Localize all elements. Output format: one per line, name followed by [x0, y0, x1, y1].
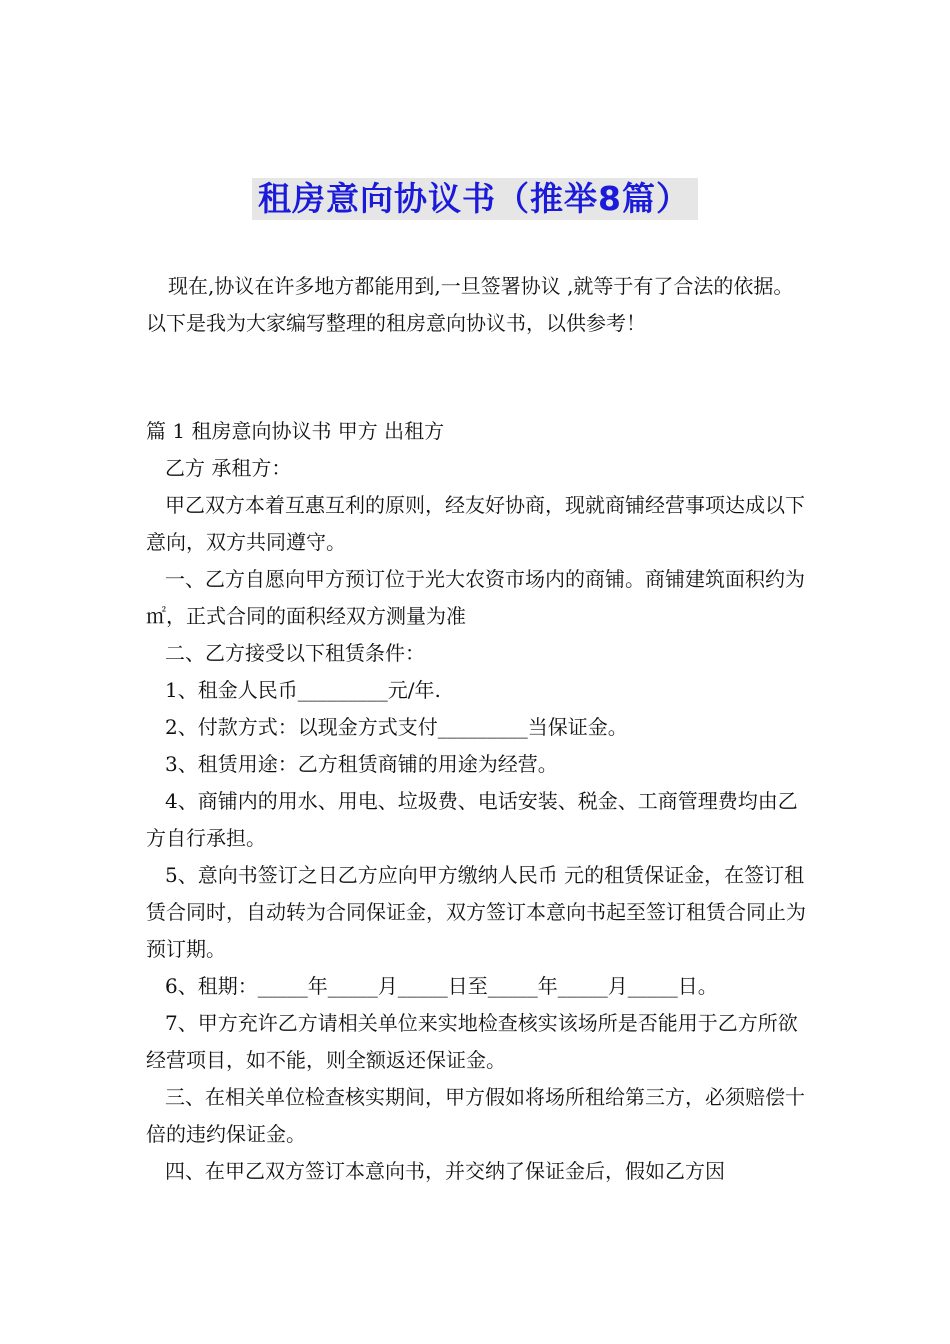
document-title: 租房意向协议书（推举8篇） — [252, 178, 698, 220]
body-paragraph: 二、乙方接受以下租赁条件： — [165, 641, 425, 665]
body-paragraph: 5、意向书签订之日乙方应向甲方缴纳人民币 元的租赁保证金，在签订租赁合同时，自动转为合同保证金，双方签订本意向书起至签订租赁合同止为预订期。 — [146, 863, 806, 961]
section-heading: 篇 1 租房意向协议书 甲方 出租方 — [146, 419, 445, 443]
body-paragraph: 一、乙方自愿向甲方预订位于光大农资市场内的商铺。商铺建筑面积约为 ㎡，正式合同的面积经双方测量为准 — [146, 567, 805, 628]
body-paragraph: 4、商铺内的用水、用电、垃圾费、电话安装、税金、工商管理费均由乙方自行承担。 — [146, 789, 798, 850]
body-paragraph: 三、在相关单位检查核实期间，甲方假如将场所租给第三方，必须赔偿十倍的违约保证金。 — [146, 1085, 805, 1146]
body-paragraph: 1、租金人民币_________元/年. — [165, 678, 441, 702]
party-b-line: 乙方 承租方： — [165, 456, 292, 480]
intro-paragraph: 现在,协议在许多地方都能用到,一旦签署协议 ,就等于有了合法的依据。以下是我为大家编写整理的租房意向协议书，以供参考！ — [146, 274, 794, 335]
intro-section — [146, 268, 808, 342]
body-paragraph: 2、付款方式：以现金方式支付_________当保证金。 — [165, 715, 628, 739]
body-paragraph: 6、租期：_____年_____月_____日至_____年_____月_____日。 — [165, 974, 718, 998]
title-container — [0, 178, 950, 220]
body-paragraph: 3、租赁用途：乙方租赁商铺的用途为经营。 — [165, 752, 558, 776]
body-paragraph: 7、甲方充许乙方请相关单位来实地检查核实该场所是否能用于乙方所欲经营项目，如不能，则全额返还保证金。 — [146, 1011, 798, 1072]
agreement-body — [146, 413, 808, 1190]
body-paragraph: 甲乙双方本着互惠互利的原则，经友好协商，现就商铺经营事项达成以下意向，双方共同遵守。 — [146, 493, 805, 554]
body-paragraph: 四、在甲乙双方签订本意向书，并交纳了保证金后，假如乙方因 — [165, 1159, 725, 1183]
